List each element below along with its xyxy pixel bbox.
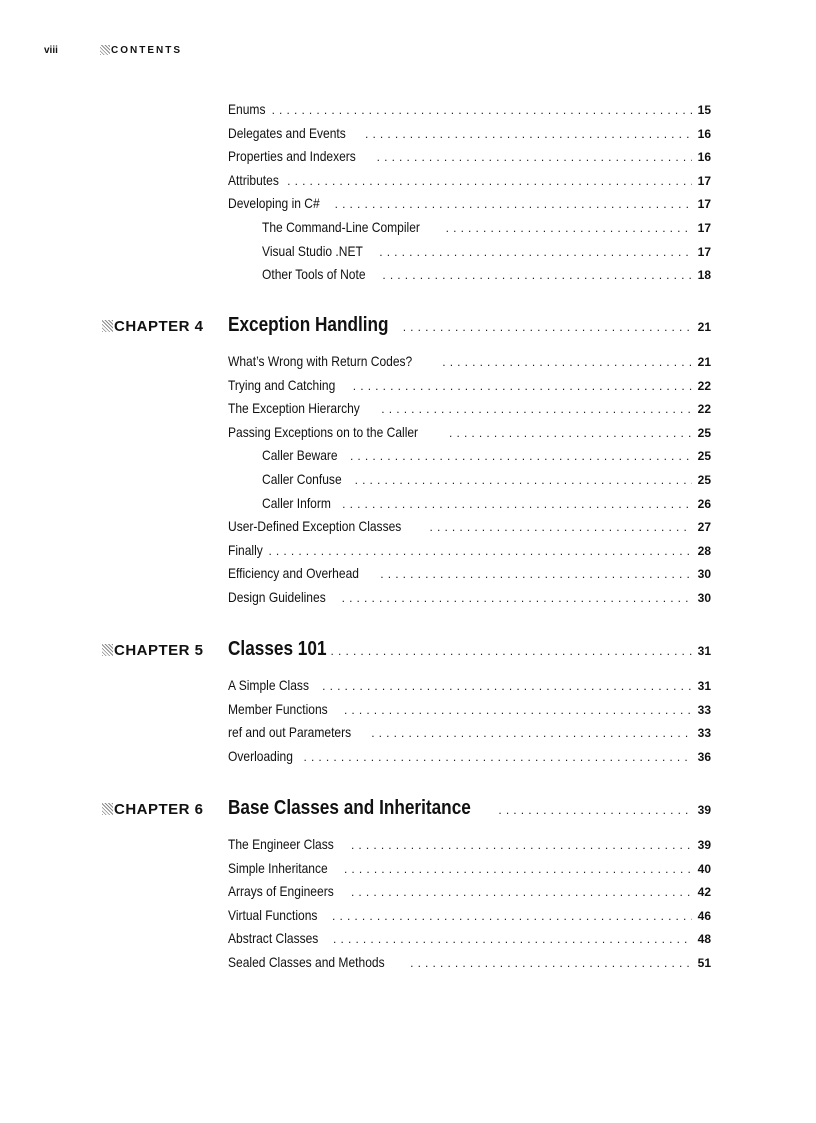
- entry-title: Other Tools of Note: [262, 266, 366, 283]
- dot-leader: [268, 542, 692, 560]
- chapter-title: Classes 101: [228, 638, 327, 660]
- dot-leader: [342, 495, 692, 513]
- entry-page-number: 16: [697, 150, 711, 165]
- running-head-title: CONTENTS: [111, 44, 182, 56]
- entry-title: Properties and Indexers: [228, 148, 356, 165]
- toc-entry: [228, 399, 711, 418]
- entry-title: Abstract Classes: [228, 930, 319, 947]
- entry-page-number: 30: [697, 567, 711, 582]
- toc-entry: [228, 171, 711, 190]
- entry-page-number: 51: [697, 956, 711, 970]
- entry-page-number: 25: [697, 449, 711, 464]
- toc-entry: [228, 588, 711, 607]
- hatch-mark-icon: [100, 45, 110, 55]
- entry-title: The Exception Hierarchy: [228, 400, 360, 417]
- entry-title: The Command-Line Compiler: [262, 219, 420, 235]
- entry-page-number: 39: [697, 838, 711, 852]
- entry-page-number: 17: [697, 197, 711, 212]
- entry-page-number: 31: [697, 679, 711, 693]
- dot-leader: [380, 565, 692, 583]
- entry-page-number: 16: [697, 126, 711, 141]
- chapter-heading: [228, 314, 711, 338]
- running-head: [44, 43, 182, 57]
- chapter-page-number: 31: [697, 644, 711, 658]
- entry-page-number: 22: [697, 378, 711, 393]
- toc-entry: [228, 676, 711, 695]
- entry-title: Caller Confuse: [262, 471, 342, 487]
- entry-page-number: 15: [697, 103, 711, 117]
- toc-entry: [228, 124, 711, 143]
- entry-title: Attributes: [228, 171, 279, 188]
- entry-page-number: 21: [697, 355, 711, 369]
- dot-leader: [353, 377, 692, 395]
- dot-leader: [322, 677, 692, 695]
- dot-leader: [379, 243, 692, 261]
- toc-subentry: [262, 265, 711, 284]
- dot-leader: [287, 172, 692, 190]
- entry-page-number: 30: [697, 591, 711, 605]
- dot-leader: [351, 836, 692, 854]
- toc-entry: [228, 859, 711, 878]
- entry-page-number: 27: [697, 520, 711, 535]
- chapter-title: Base Classes and Inheritance: [228, 797, 471, 819]
- hatch-mark-icon: [102, 644, 113, 656]
- dot-leader: [446, 219, 692, 237]
- toc-subentry: [262, 242, 711, 261]
- entry-title: Member Functions: [228, 700, 328, 717]
- chapter-label: [102, 798, 212, 820]
- entry-title: Developing in C#: [228, 195, 320, 212]
- chapter-label: [102, 639, 212, 661]
- toc-subentry: [262, 470, 711, 489]
- entry-page-number: 40: [697, 861, 711, 876]
- toc-entry: [228, 147, 711, 166]
- dot-leader: [355, 471, 692, 489]
- toc-entry: [228, 700, 711, 719]
- dot-leader: [371, 724, 692, 742]
- entry-page-number: 25: [697, 473, 711, 487]
- toc-entry: [228, 194, 711, 213]
- toc-entry: [228, 376, 711, 395]
- entry-title: The Engineer Class: [228, 836, 334, 852]
- dot-leader: [332, 907, 692, 925]
- entry-page-number: 28: [697, 543, 711, 558]
- entry-title: Overloading: [228, 747, 293, 764]
- dot-leader: [449, 424, 692, 442]
- entry-page-number: 18: [697, 268, 711, 283]
- entry-title: Passing Exceptions on to the Caller: [228, 423, 419, 440]
- entry-page-number: 33: [697, 702, 711, 717]
- chapter-number: CHAPTER 6: [114, 800, 204, 818]
- dot-leader: [498, 803, 692, 817]
- dot-leader: [430, 518, 692, 536]
- toc-entry: [228, 906, 711, 925]
- entry-title: Simple Inheritance: [228, 859, 328, 876]
- entry-title: Arrays of Engineers: [228, 883, 334, 900]
- hatch-mark-icon: [102, 803, 113, 815]
- entry-title: Visual Studio .NET: [262, 242, 363, 259]
- entry-title: ref and out Parameters: [228, 724, 352, 741]
- chapter-number: CHAPTER 5: [114, 641, 204, 659]
- dot-leader: [272, 101, 692, 119]
- entry-page-number: 46: [697, 908, 711, 923]
- toc-subentry: [262, 494, 711, 513]
- entry-page-number: 26: [697, 496, 711, 511]
- entry-page-number: 48: [697, 932, 711, 947]
- entry-title: Trying and Catching: [228, 376, 336, 393]
- entry-page-number: 36: [697, 749, 711, 764]
- entry-page-number: 17: [697, 221, 711, 235]
- dot-leader: [331, 644, 692, 658]
- entry-page-number: 25: [697, 425, 711, 440]
- entry-page-number: 17: [697, 173, 711, 188]
- toc-entry: [228, 100, 711, 119]
- entry-title: Caller Inform: [262, 494, 331, 511]
- entry-title: Design Guidelines: [228, 589, 326, 605]
- toc-entry: [228, 929, 711, 948]
- chapter-page-number: 21: [697, 320, 711, 334]
- dot-leader: [333, 930, 692, 948]
- chapter-label: [102, 315, 212, 337]
- chapter-number: CHAPTER 4: [114, 317, 204, 335]
- chapter-page-number: 39: [697, 803, 711, 817]
- dot-leader: [377, 148, 692, 166]
- entry-title: Virtual Functions: [228, 906, 318, 923]
- dot-leader: [382, 266, 692, 284]
- dot-leader: [410, 954, 692, 972]
- dot-leader: [342, 589, 692, 607]
- dot-leader: [381, 400, 692, 418]
- dot-leader: [365, 125, 692, 143]
- dot-leader: [344, 701, 692, 719]
- toc-entry: [228, 723, 711, 742]
- entry-title: Delegates and Events: [228, 124, 346, 141]
- toc-entry: [228, 352, 711, 371]
- entry-title: User-Defined Exception Classes: [228, 518, 402, 535]
- entry-title: A Simple Class: [228, 677, 309, 693]
- toc-entry: [228, 747, 711, 766]
- chapter-title: Exception Handling: [228, 314, 389, 336]
- dot-leader: [442, 353, 692, 371]
- entry-title: What’s Wrong with Return Codes?: [228, 353, 413, 369]
- entry-title: Caller Beware: [262, 447, 338, 464]
- page-folio: viii: [44, 44, 58, 56]
- toc-entry: [228, 517, 711, 536]
- dot-leader: [350, 447, 692, 465]
- dot-leader: [304, 748, 693, 766]
- toc-entry: [228, 541, 711, 560]
- dot-leader: [351, 883, 692, 901]
- toc-entry: [228, 423, 711, 442]
- toc-entry: [228, 564, 711, 583]
- entry-title: Finally: [228, 541, 263, 558]
- dot-leader: [403, 320, 692, 334]
- entry-title: Sealed Classes and Methods: [228, 954, 385, 970]
- entry-page-number: 33: [697, 726, 711, 741]
- hatch-mark-icon: [102, 320, 113, 332]
- toc-entry: [228, 835, 711, 854]
- entry-page-number: 22: [697, 402, 711, 417]
- chapter-heading: [228, 638, 711, 662]
- entry-page-number: 17: [697, 244, 711, 259]
- toc-subentry: [262, 218, 711, 237]
- toc-entry: [228, 953, 711, 972]
- entry-page-number: 42: [697, 885, 711, 900]
- dot-leader: [344, 860, 692, 878]
- dot-leader: [335, 195, 692, 213]
- chapter-heading: [228, 797, 711, 821]
- toc-subentry: [262, 446, 711, 465]
- entry-title: Efficiency and Overhead: [228, 565, 359, 582]
- entry-title: Enums: [228, 101, 266, 117]
- toc-entry: [228, 882, 711, 901]
